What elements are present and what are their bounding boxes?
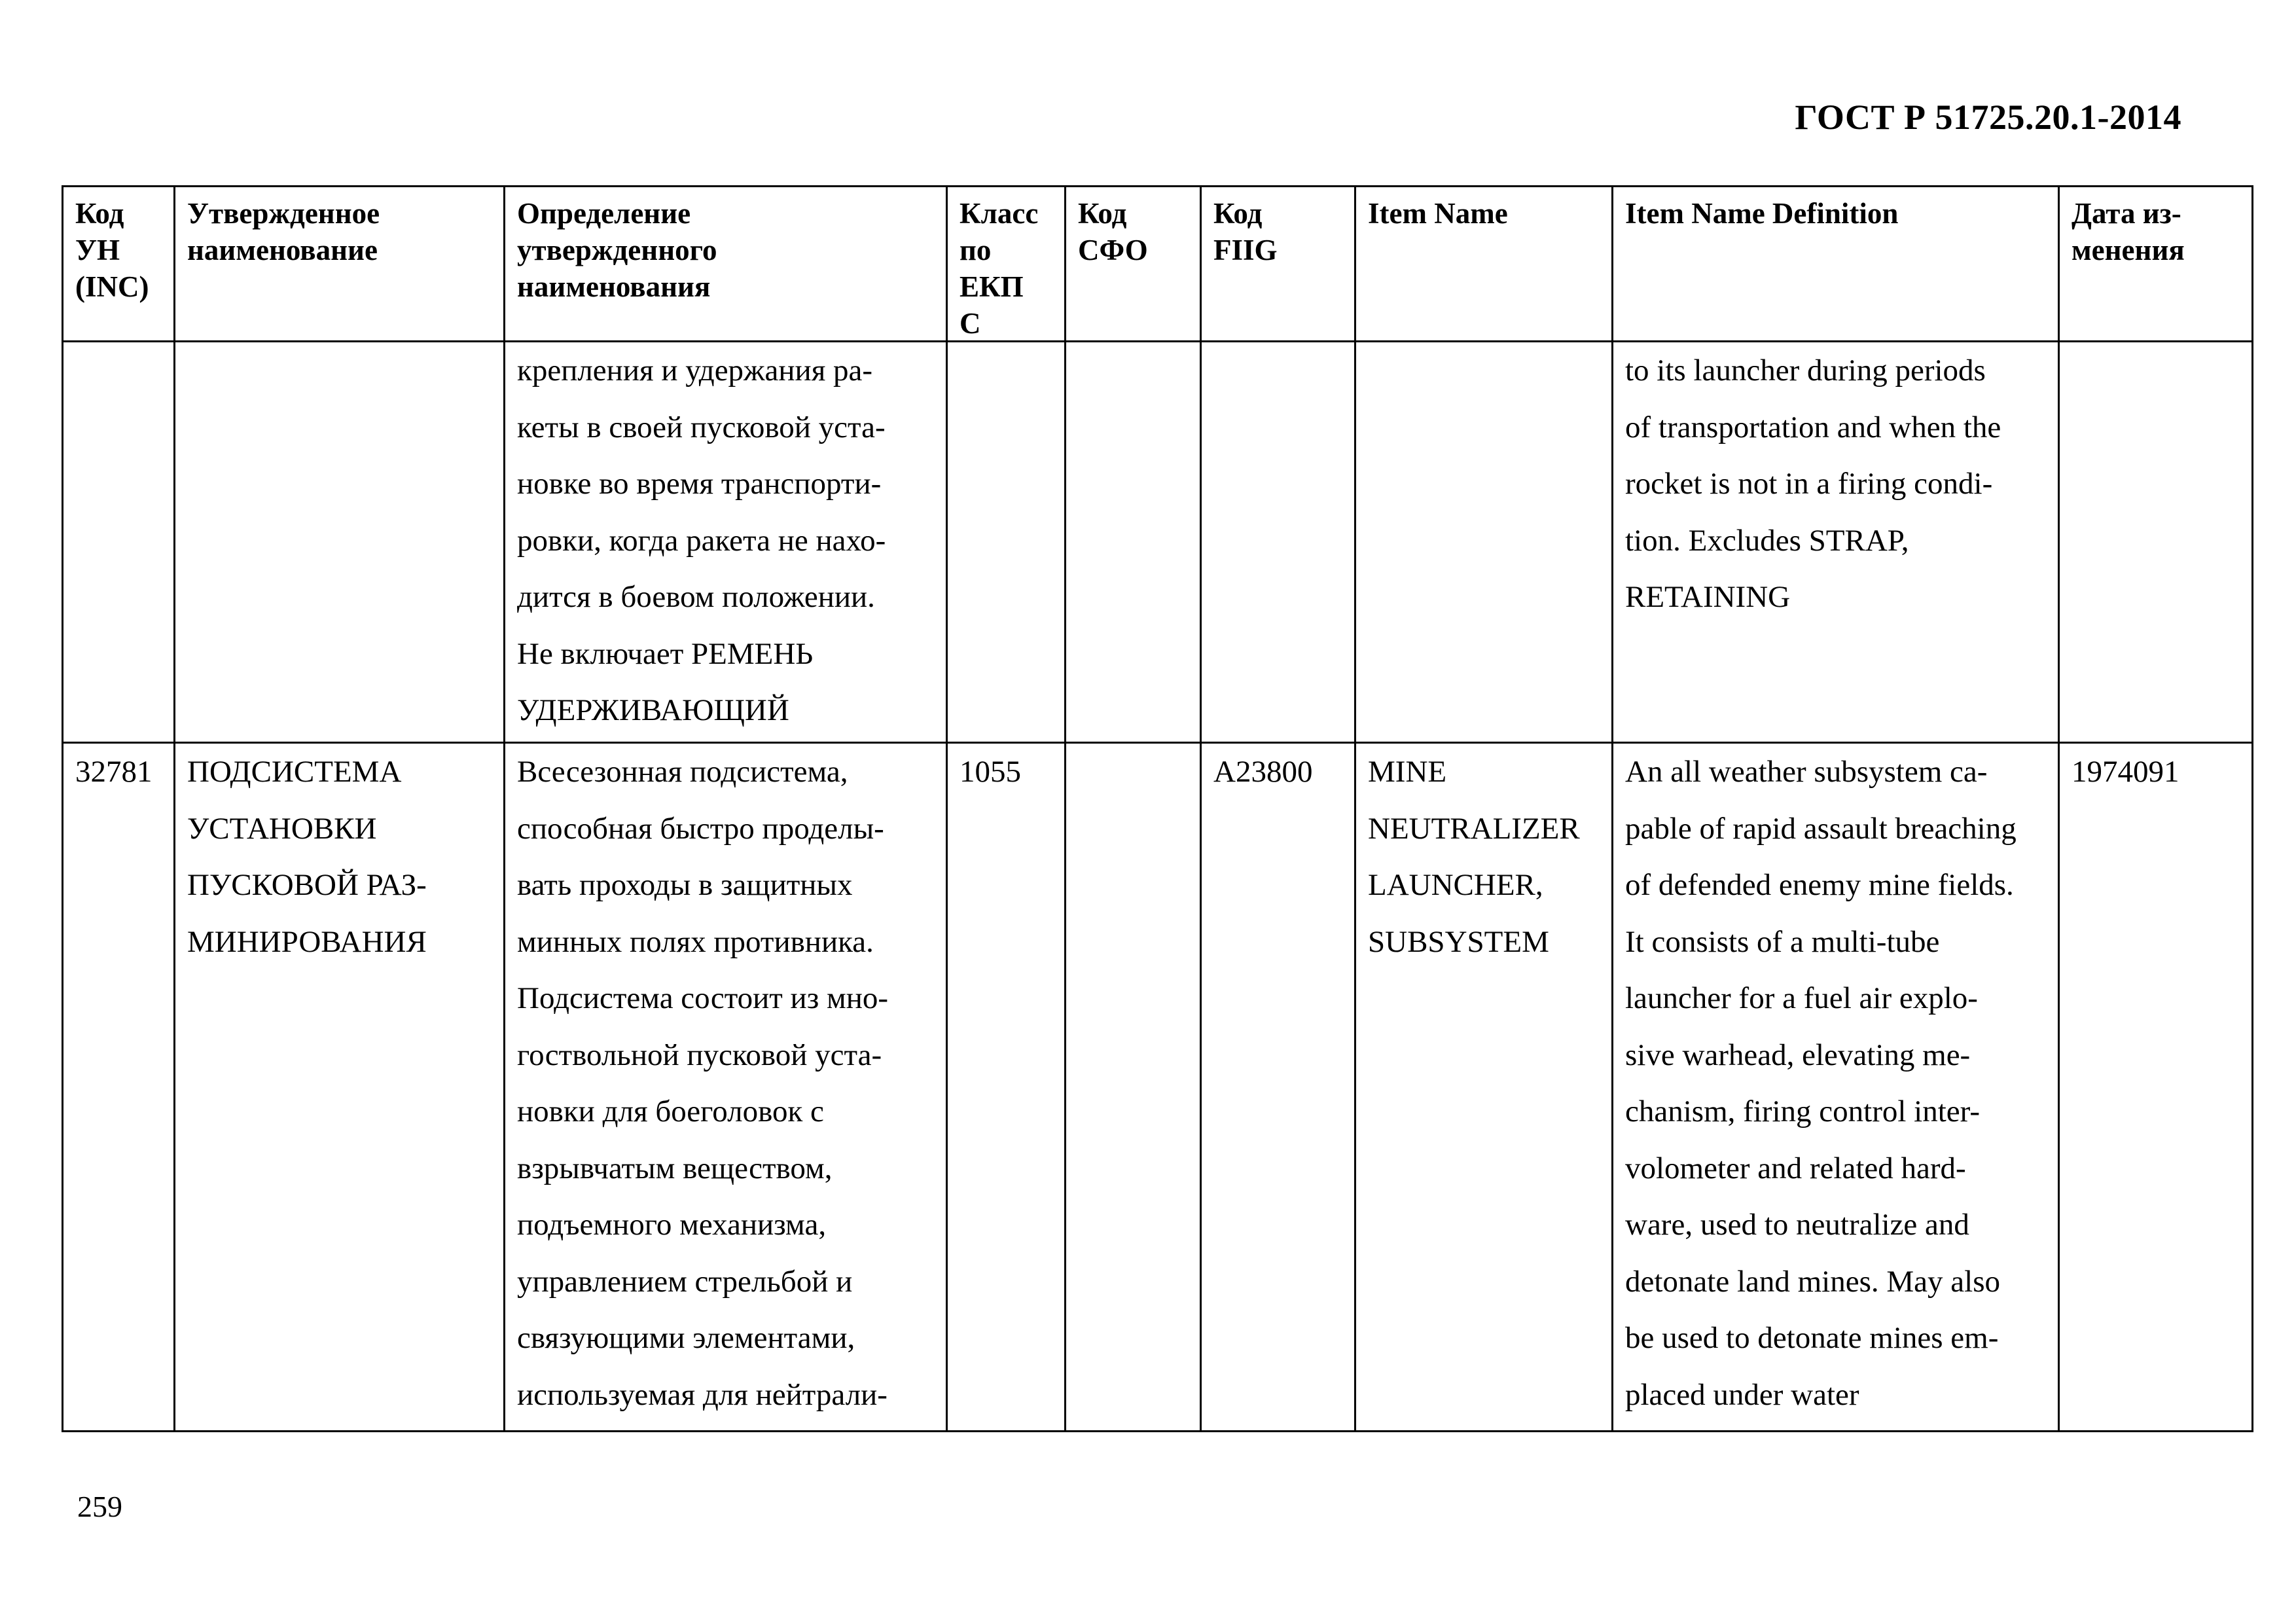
column-header-inc: Код УН (INC) (63, 187, 175, 342)
cell-change-date: 1974091 (2059, 743, 2253, 1432)
column-header-class-ekps: Класс по ЕКП С (947, 187, 1066, 342)
column-header-item-name-definition: Item Name Definition (1613, 187, 2059, 342)
cell-code-fiig: A23800 (1201, 743, 1355, 1432)
cell-inc (63, 342, 175, 743)
column-header-item-name: Item Name (1355, 187, 1613, 342)
cell-definition: Всесезонная подсистема, способная быстро проделы- вать проходы в защитных минных полях противника. Подсистема состоит из мно- гоствольной пусковой уста- новки для боеголовок с взрывчатым веществом, подъемного механизма, управлением стрельбой и связующими элементами, используемая для нейтрали- (505, 743, 947, 1432)
cell-definition: крепления и удержания ра- кеты в своей пусковой уста- новке во время транспорти- ровки, когда ракета не нахо- дится в боевом положении. Не включает РЕМЕНЬ УДЕРЖИВАЮЩИЙ (505, 342, 947, 743)
item-names-table (62, 185, 2253, 1432)
cell-item-name-definition: to its launcher during periods of transportation and when the rocket is not in a firing condi- tion. Excludes STRAP, RETAINING (1613, 342, 2059, 743)
page-number: 259 (77, 1490, 122, 1523)
cell-class-ekps: 1055 (947, 743, 1066, 1432)
cell-item-name: MINE NEUTRALIZER LAUNCHER, SUBSYSTEM (1355, 743, 1613, 1432)
column-header-code-fiig: Код FIIG (1201, 187, 1355, 342)
cell-change-date (2059, 342, 2253, 743)
cell-code-sfo (1066, 743, 1201, 1432)
cell-class-ekps (947, 342, 1066, 743)
cell-item-name-definition: An all weather subsystem ca- pable of rapid assault breaching of defended enemy mine fields. It consists of a multi-tube launcher for a fuel air explo- sive warhead, elevating me- chanism, firing control inter- volometer and related hard- ware, used to neutralize and detonate land mines. May also be used to detonate mines em- placed under water (1613, 743, 2059, 1432)
cell-approved-name (175, 342, 505, 743)
cell-code-fiig (1201, 342, 1355, 743)
column-header-definition: Определение утвержденного наименования (505, 187, 947, 342)
column-header-approved-name: Утвержденное наименование (175, 187, 505, 342)
column-header-code-sfo: Код СФО (1066, 187, 1201, 342)
table-header-row (63, 187, 2253, 342)
table-row (63, 342, 2253, 743)
cell-inc: 32781 (63, 743, 175, 1432)
column-header-change-date: Дата из- менения (2059, 187, 2253, 342)
table-row (63, 743, 2253, 1432)
cell-code-sfo (1066, 342, 1201, 743)
document-code: ГОСТ Р 51725.20.1-2014 (1795, 98, 2181, 137)
cell-approved-name: ПОДСИСТЕМА УСТАНОВКИ ПУСКОВОЙ РАЗ- МИНИРОВАНИЯ (175, 743, 505, 1432)
cell-item-name (1355, 342, 1613, 743)
